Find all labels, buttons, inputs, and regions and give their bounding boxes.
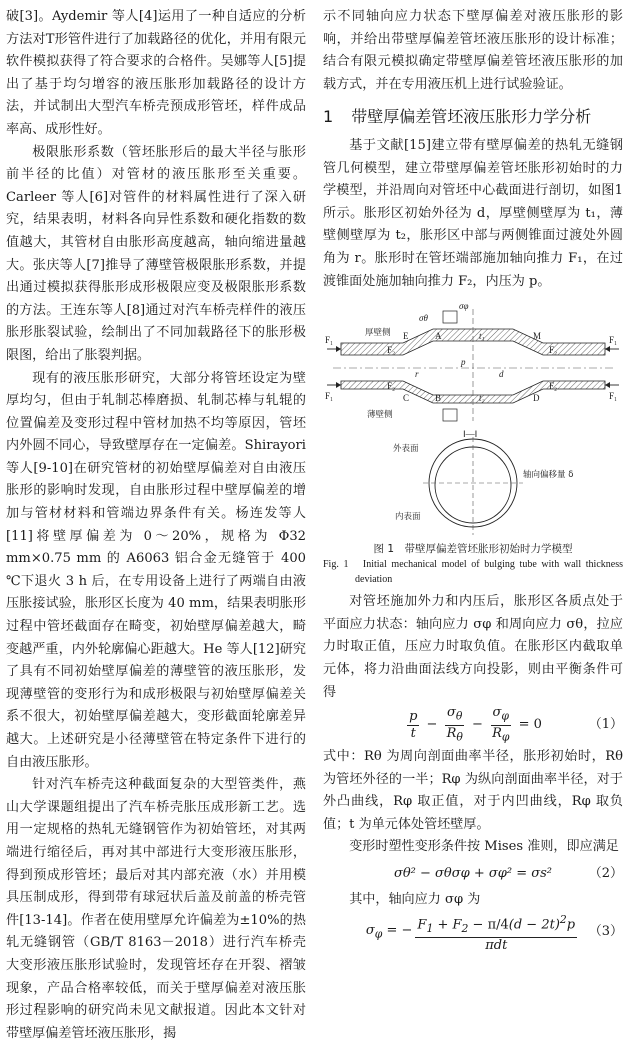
label-F1: F₁ (325, 391, 334, 402)
paragraph: 示不同轴向应力状态下壁厚偏差对液压胀形的影响，并给出带壁厚偏差管坯液压胀形的设计标准；结合有限元模拟确定带壁厚偏差管坯液压胀形的加载方式，并在专用液压机上进行试验验证。 (323, 9, 623, 92)
label-p: p (461, 357, 466, 368)
paragraph: 其中，轴向应力 σφ 为 (349, 892, 481, 908)
paragraph: 基于文献[15]建立带有壁厚偏差的热轧无缝钢管几何模型，建立带壁厚偏差管坯胀形初始时的力学模型，并沿周向对管坯中心截面进行剖切，如图1所示。胀形区初始外径为 d，厚壁侧壁厚为 t₁，薄壁侧壁厚为 t₂，胀形区中部与两侧锥面过渡处外圆角为 r。胀形时在管坯端部施加轴向推力 F₁，在过渡锥面处施加轴向推力 F₂，内压为 p。 (323, 137, 623, 289)
right-column (323, 6, 623, 954)
mechanical-model-diagram (323, 301, 623, 539)
paragraph: 变形时塑性变形条件按 Mises 准则，即应满足 (349, 839, 619, 855)
paragraph: 式中：Rθ 为周向剖面曲率半径，胀形初始时，Rθ 为管坯外径的一半；Rφ 为纵向剖面曲率半径，对于外凸曲线，Rφ 取正值，对于内凹曲线，Rφ 取负值；t 为单元体处管坯壁厚。 (323, 749, 623, 832)
label-F2: F₂ (387, 345, 396, 356)
label-inner: 内表面 (395, 512, 421, 523)
label-sigma-phi: σφ (459, 301, 469, 312)
equation-3: $\sigma_\varphi$ = − $\frac{F_1 + F_2 - \pi/4(d - 2t)^2p}{\text{πdt}}$ （3） (365, 912, 623, 953)
equation-text: σθ² − σθσφ + σφ² = σs² (393, 865, 552, 881)
label-thick-side: 厚壁侧 (365, 328, 391, 339)
label-sigma-theta: σθ (419, 313, 428, 324)
figure-1 (323, 301, 623, 587)
label-outer: 外表面 (393, 444, 419, 455)
label-E: E (403, 331, 409, 342)
figure-caption-en: Fig. 1 Initial mechanical model of bulging tube with wall thickness deviation (323, 559, 623, 586)
label-thin-side: 薄壁侧 (367, 410, 393, 421)
label-F1: F₁ (325, 335, 334, 346)
paragraph: 针对汽车桥壳这种截面复杂的大型管类件，燕山大学课题组提出了汽车桥壳胀压成形新工艺。选用一定规格的热轧无缝钢管作为初始管坯，对其两端进行缩径后，再对其中部进行大变形液压胀形，得到预成形管坯；最后对其内部充液（水）并用模具压制成形，得到带有球冠状后盖及前盖的桥壳管件[13-14]。作者在使用壁厚允许偏差为±10%的热轧无缝钢管（GB/T 8163－2018）进行汽车桥壳大变形液压胀形试验时，发现管坯存在开裂、褶皱现象，产品合格率较低，而关于壁厚偏差对液压胀形过程影响的研究尚未见文献报道。因此本文针对带壁厚偏差管坯液压胀形，揭 (6, 777, 306, 1041)
paragraph: 破[3]。Aydemir 等人[4]运用了一种自适应的分析方法对T形管件进行了加载路径的优化，并用有限元软件模拟获得了符合要求的合格件。吴娜等人[5]提出了基于均匀增容的液压胀形加载路径的设计方法，并试制出大型汽车桥壳预成形管坯，样件成品率高、成形性好。 (6, 9, 306, 137)
section-title: 带壁厚偏差管坯液压胀形力学分析 (351, 107, 592, 127)
paragraph: 现有的液压胀形研究，大部分将管坯设定为壁厚均匀，但由于轧制芯棒磨损、轧制芯棒与轧辊的位置偏差及变形过程中管材加热不均等原因，管坯内外圆不同心，导致壁厚存在一定偏差。Shirayori 等人[9-10]在研究管材的初始壁厚偏差对自由液压胀形的影响时发现，自由胀形过程中壁厚偏差的增加与管材材料和管端边界条件有关。杨连发等人[11]将壁厚偏差为 0～20%，规格为 Φ32 mm×0.75 mm 的 A6063 铝合金无缝管于 400 ℃下退火 3 h 后，在专用设备上进行了两端自由液压胀接试验，胀形区长度为 40 mm，结果表明胀形过程中管坯截面存在畸变，初始壁厚偏差越大，畸变越严重，内外轮廓偏心距越大。He 等人[12]研究了具有不同初始壁厚偏差的薄壁管的液压胀形，发现薄壁管的变形行为和成形极限与初始壁厚偏差关系不很大，初始壁厚偏差越大，变形截面轮廓差异越大。上述研究是小径薄壁管在特定条件下进行的自由液压胀形。 (6, 370, 306, 770)
label-section: Ⅰ—Ⅰ (463, 429, 478, 440)
paragraph: 极限胀形系数（管坯胀形后的最大半径与胀形前半径的比值）对管材的液压胀形至关重要。Carleer 等人[6]对管件的材料属性进行了深入研究，结果表明，材料各向异性系数和硬化指数的数值越大，其管材自由胀形高度越高，轴向缩进量越大。张庆等人[7]推导了薄壁管极限胀形系数，并提出通过模拟获得胀形成形极限应变及极限胀形系数的方法。王连东等人[8]通过对汽车桥壳样件的液压胀形胀裂试验，绘制出了不同加载路径下的胀形极限图，给出了胀裂判据。 (6, 144, 306, 363)
equation-number: （3） (588, 924, 623, 940)
label-r: r (415, 369, 419, 380)
label-t1: t₁ (479, 331, 485, 342)
figure-caption-cn: 图 1 带壁厚偏差管坯胀形初始时力学模型 (373, 543, 573, 556)
label-offset: 轴向偏移量 δ (523, 470, 574, 481)
section-number: 1 (323, 107, 334, 127)
equation-1: $\frac{p}{t}$ − $\frac{\sigma_\theta}{R_\theta}$ − $\frac{\sigma_\varphi}{R_\varphi}$ = 0 （1） (409, 705, 623, 744)
label-F2: F₂ (549, 345, 558, 356)
equation-2 (323, 859, 623, 889)
label-F1: F₁ (609, 335, 618, 346)
paragraph: 对管坯施加外力和内压后，胀形区各质点处于平面应力状态：轴向应力 σφ 和周向应力 σθ，拉应力时取正值，压应力时取负值。在胀形区内截取单元体，将力沿曲面法线方向投影，则由平衡条件可得 (323, 594, 623, 700)
equation-number: （1） (588, 716, 623, 732)
label-F1: F₁ (609, 391, 618, 402)
label-F2: F₂ (387, 381, 396, 392)
label-F2: F₂ (549, 381, 558, 392)
label-C: C (403, 393, 410, 404)
equation-number: （2） (588, 865, 623, 881)
left-column (6, 6, 306, 1045)
label-D: D (533, 393, 540, 404)
label-B: B (435, 393, 442, 404)
label-d: d (499, 369, 504, 380)
label-M: M (533, 331, 542, 342)
section-heading (323, 106, 623, 129)
label-t2: t₂ (479, 393, 485, 404)
label-A: A (435, 331, 442, 342)
